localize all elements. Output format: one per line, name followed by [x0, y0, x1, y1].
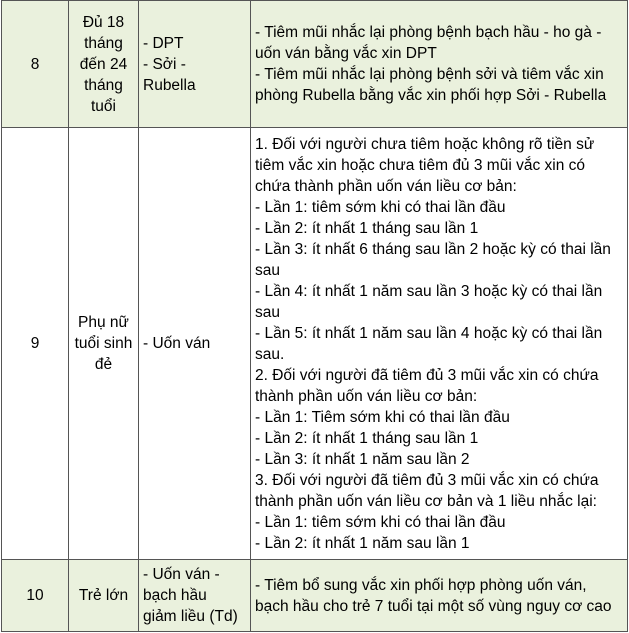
vaccine-line: Rubella — [143, 76, 196, 94]
table-row — [2, 560, 628, 632]
row-number-cell: 8 — [2, 1, 69, 128]
vaccine-cell — [139, 1, 251, 128]
vaccine-line: - Uốn ván - — [143, 566, 220, 583]
schedule-content-cell — [251, 1, 628, 128]
target-age-cell: Đủ 18 tháng đến 24 tháng tuổi — [69, 1, 139, 128]
schedule-line: - Lần 1: tiêm sớm khi có thai lần đầu — [255, 513, 506, 531]
vaccine-line: giảm liều (Td) — [143, 608, 238, 625]
schedule-line: - Lần 3: ít nhất 1 năm sau lần 2 — [255, 450, 470, 468]
target-age-cell: Phụ nữ tuổi sinh đẻ — [69, 128, 139, 560]
schedule-line: - Lần 1: tiêm sớm khi có thai lần đầu — [255, 198, 506, 216]
schedule-line: 2. Đối với người đã tiêm đủ 3 mũi vắc xin có chứa thành phần uốn ván liều cơ bản: — [255, 366, 599, 405]
row-number-cell: 10 — [2, 560, 69, 632]
schedule-line: 1. Đối với người chưa tiêm hoặc không rõ tiền sử tiêm vắc xin hoặc chưa tiêm đủ 3 mũi vắc xin có chứa thành phần uốn ván liều cơ bản: — [255, 135, 595, 195]
vaccine-line: - DPT — [143, 34, 184, 52]
schedule-line: - Lần 5: ít nhất 1 năm sau lần 4 hoặc kỳ có thai lần sau. — [255, 324, 603, 363]
schedule-content-cell — [251, 560, 628, 632]
schedule-line: - Tiêm mũi nhắc lại phòng bệnh bạch hầu - ho gà - uốn ván bằng vắc xin DPT — [255, 24, 602, 62]
vaccine-cell — [139, 128, 251, 560]
vaccination-schedule-table — [1, 0, 628, 632]
row-number-cell: 9 — [2, 128, 69, 560]
schedule-content-cell — [251, 128, 628, 560]
schedule-line: - Lần 2: ít nhất 1 tháng sau lần 1 — [255, 219, 479, 237]
schedule-line: - Lần 4: ít nhất 1 năm sau lần 3 hoặc kỳ có thai lần sau — [255, 282, 603, 321]
schedule-line: - Lần 2: ít nhất 1 năm sau lần 1 — [255, 534, 470, 552]
schedule-line: - Lần 1: Tiêm sớm khi có thai lần đầu — [255, 408, 510, 426]
target-age-cell: Trẻ lớn — [69, 560, 139, 632]
schedule-line: - Lần 2: ít nhất 1 tháng sau lần 1 — [255, 429, 479, 447]
table-row — [2, 1, 628, 128]
vaccine-line: - Uốn ván — [143, 335, 211, 352]
vaccine-line: bạch hầu — [143, 587, 207, 604]
schedule-line: - Lần 3: ít nhất 6 tháng sau lần 2 hoặc kỳ có thai lần sau — [255, 240, 611, 279]
table-row — [2, 128, 628, 560]
schedule-line: 3. Đối với người đã tiêm đủ 3 mũi vắc xin có chứa thành phần uốn ván liều cơ bản và 1 liều nhắc lại: — [255, 471, 599, 510]
schedule-line: - Tiêm bổ sung vắc xin phối hợp phòng uốn ván, bạch hầu cho trẻ 7 tuổi tại một số vùng nguy cơ cao — [255, 576, 612, 615]
schedule-line: - Tiêm mũi nhắc lại phòng bệnh sởi và tiêm vắc xin phòng Rubella bằng vắc xin phối hợp Sởi - Rubella — [255, 66, 607, 104]
vaccine-cell — [139, 560, 251, 632]
vaccine-line: - Sởi - — [143, 55, 186, 73]
